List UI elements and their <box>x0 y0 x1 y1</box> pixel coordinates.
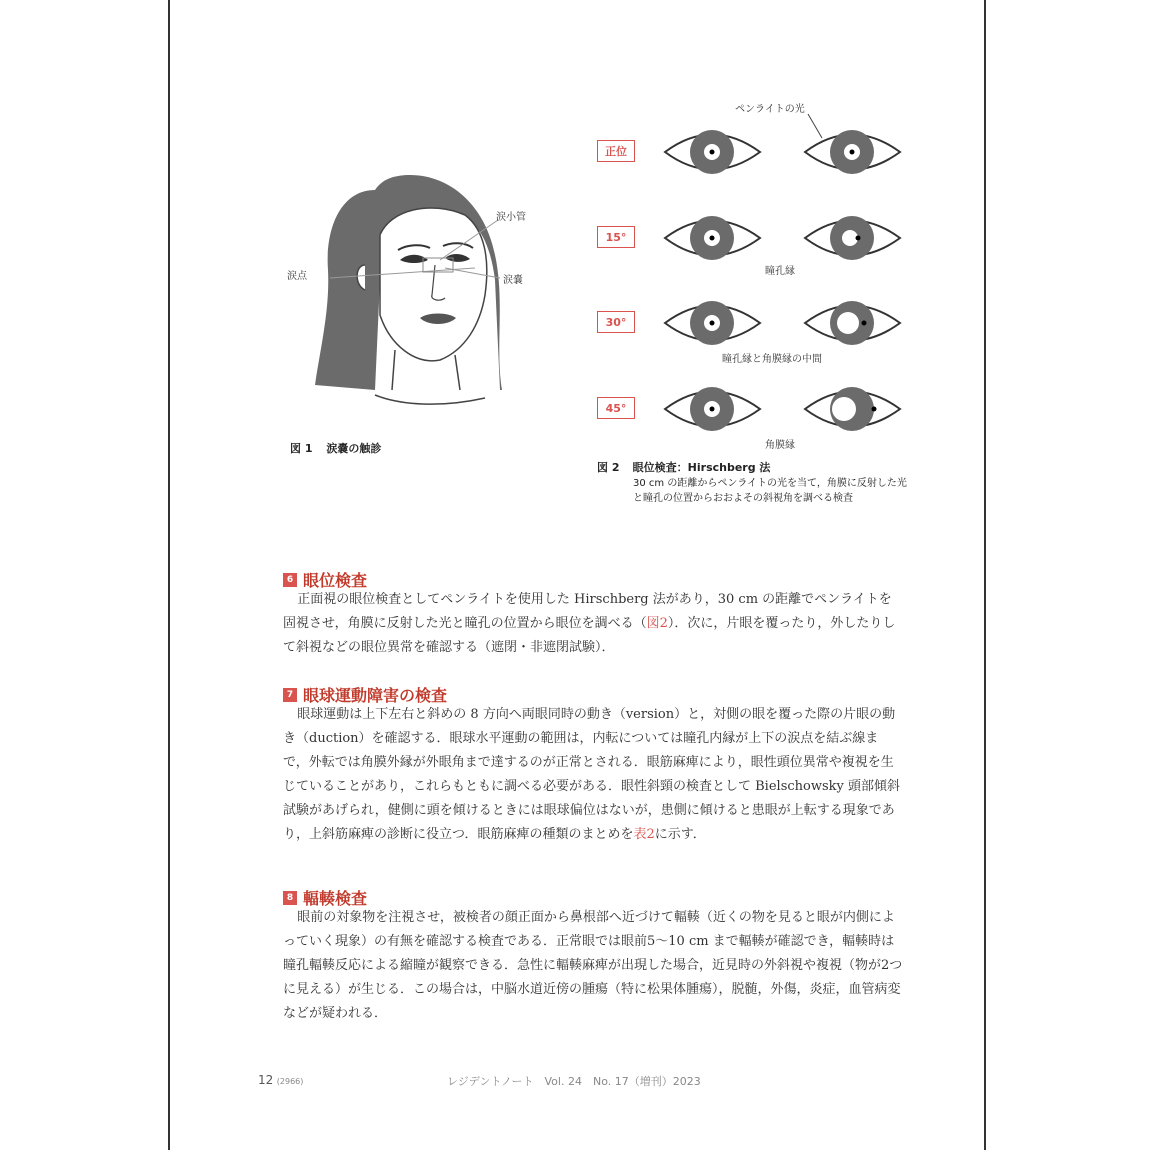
section-6-number: 6 <box>283 573 297 587</box>
figure2-caption-body: 30 cm の距離からペンライトの光を当て，角膜に反射した光と瞳孔の位置からおおよその斜視角を調べる検査 <box>633 478 907 504</box>
note-row-1: 瞳孔縁 <box>765 266 795 277</box>
figure1-caption <box>290 440 381 456</box>
figure2-caption-num: 図 2 <box>597 461 620 474</box>
section-8-title: 輻輳検査 <box>303 889 368 908</box>
page-number-value: 12 <box>258 1073 274 1087</box>
label-sac: 涙嚢 <box>503 275 523 286</box>
section-7-text-post: に示す． <box>654 827 706 842</box>
figure2-caption <box>597 460 907 506</box>
eye-row-0 <box>660 122 905 182</box>
note-row-2: 瞳孔縁と角膜縁の中間 <box>722 354 822 365</box>
eye-row-3 <box>660 379 905 439</box>
page-number-sub: (2966) <box>276 1077 304 1086</box>
section-8-text-pre: 眼前の対象物を注視させ，被検者の顔正面から鼻根部へ近づけて輻輳（近くの物を見ると眼が内側によっていく現象）の有無を確認する検査である．正常眼では眼前5～10 cm まで輻輳が確認でき，輻輳時は瞳孔輻輳反応による縮瞳が観察できる．急性に輻輳麻痺が出現した場合，近見時の外斜視や複視（物が2つに見える）が生じる．この場合は，中脳水道近傍の腫瘍（特に松果体腫瘍），脱髄，外傷，炎症，血管病変などが疑われる． <box>283 910 903 1021</box>
eye-row-1 <box>660 208 905 268</box>
eye-row-2 <box>660 293 905 353</box>
section-7-ref[interactable]: 表2 <box>633 827 655 842</box>
section-6-body <box>283 588 903 660</box>
page-number <box>258 1073 303 1087</box>
section-6-ref[interactable]: 図2 <box>646 616 668 631</box>
section-6-text-post: ）．次に，片眼を覆ったり，外したりして斜視などの眼位異常を確認する（遮閉・非遮閉試験）． <box>283 616 896 655</box>
note-row-3: 角膜縁 <box>765 440 795 451</box>
section-7-number: 7 <box>283 688 297 702</box>
section-8-body <box>283 906 903 1026</box>
section-6-title: 眼位検査 <box>303 571 368 590</box>
section-7-title: 眼球運動障害の検査 <box>303 686 448 705</box>
figure2-caption-title: 眼位検査：Hirschberg 法 <box>632 461 771 474</box>
label-canaliculus: 涙小管 <box>496 212 526 223</box>
angle-label-3: 45° <box>597 397 635 419</box>
section-6-text-pre: 正面視の眼位検査としてペンライトを使用した Hirschberg 法があり，30 cm の距離でペンライトを固視させ，角膜に反射した光と瞳孔の位置から眼位を調べる（ <box>283 592 892 631</box>
figure1-caption-num: 図 1 <box>290 442 313 455</box>
section-8-number: 8 <box>283 891 297 905</box>
section-7-body <box>283 703 903 847</box>
figure1-caption-text: 涙嚢の触診 <box>326 442 382 455</box>
penlight-label: ペンライトの光 <box>735 104 805 115</box>
section-7-text-pre: 眼球運動は上下左右と斜めの 8 方向へ両眼同時の動き（version）と，対側の眼を覆った際の片眼の動き（duction）を確認する．眼球水平運動の範囲は，内転については瞳孔内縁が上下の涙点を結ぶ線まで，外転では角膜外縁が外眼角まで達するのが正常とされる．眼筋麻痺により，眼性頭位異常や複視を生じていることがあり，これらもともに調べる必要がある．眼性斜頸の検査として Bielschowsky 頭部傾斜試験があげられ，健側に頭を傾けるときには眼球偏位はないが，患側に傾けると患眼が上転する現象であり，上斜筋麻痺の診断に役立つ．眼筋麻痺の種類のまとめを <box>283 707 900 842</box>
label-punctum: 涙点 <box>287 271 307 282</box>
angle-label-0: 正位 <box>597 140 635 162</box>
journal-footer: レジデントノート Vol. 24 No. 17（増刊）2023 <box>447 1075 701 1088</box>
angle-label-1: 15° <box>597 226 635 248</box>
angle-label-2: 30° <box>597 311 635 333</box>
